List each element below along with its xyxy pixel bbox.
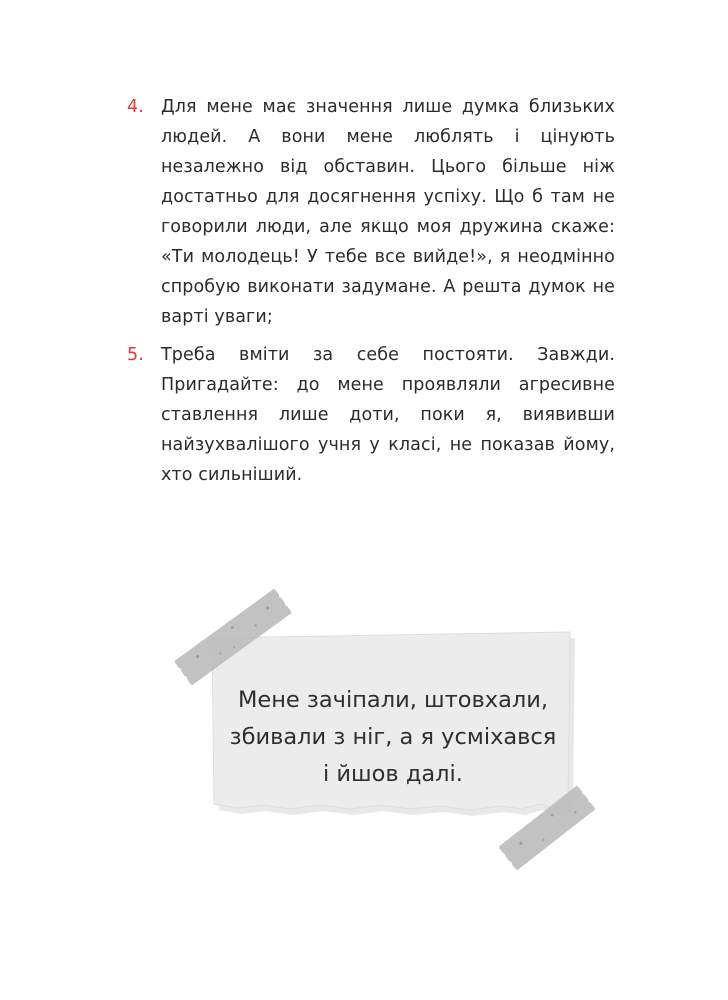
quote-line: Мене зачіпали, штовхали, — [237, 687, 549, 713]
quote-text — [222, 682, 564, 793]
quote-line: збивали з ніг, а я усміхався — [229, 724, 557, 750]
list-item-number: 4. — [127, 97, 144, 117]
list-item-text: Треба вміти за себе постояти. Завжди. Пригадайте: до мене проявляли агресивне ставлення лише доти, поки я, виявивши найзухвалішого учня у класі, не показав йому, хто сильніший. — [161, 345, 615, 485]
quote-line: і йшов далі. — [323, 761, 463, 787]
list-item-number: 5. — [127, 345, 144, 365]
list-item-text: Для мене має значення лише думка близьких людей. А вони мене люблять і цінують незалежно від обставин. Цього більше ніж достатньо для досягнення успіху. Що б там не говорили люди, але якщо моя дружина скаже: «Ти молодець! У тебе все вийде!», я неодмінно спробую виконати задумане. А решта думок не варті уваги; — [161, 97, 615, 327]
